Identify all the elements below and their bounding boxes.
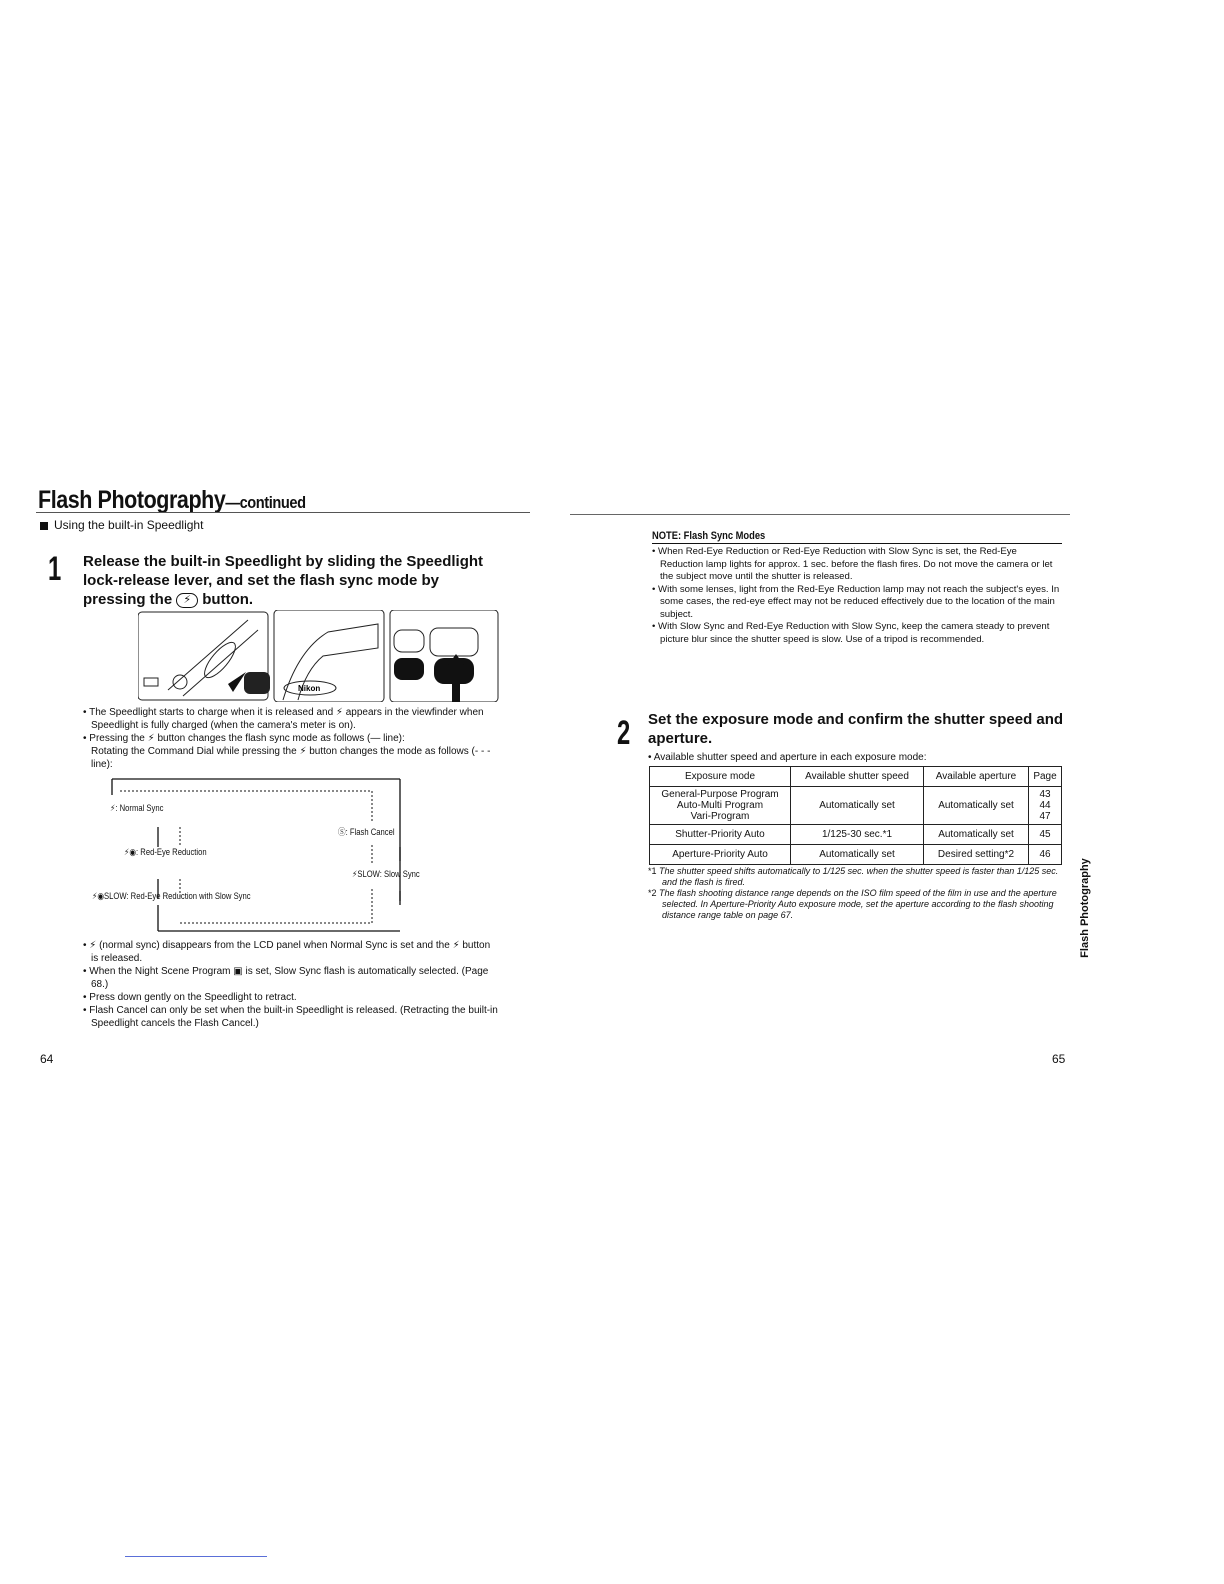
step1-text-b: button. (202, 591, 254, 608)
list-item: • When the Night Scene Program ▣ is set, Slow Sync flash is automatically selected. (Page 68.) (83, 966, 489, 990)
list-item: • With some lenses, light from the Red-Eye Reduction lamp may not reach the subject's eyes. In some cases, the red-eye effect may not be reduced effectively due to the location of the main subject. (652, 583, 1060, 620)
table-cell: 45 (1029, 825, 1062, 845)
column-header: Available shutter speed (791, 767, 924, 787)
page-title (38, 486, 306, 515)
footnotes (648, 866, 1068, 921)
step2-instruction: Set the exposure mode and confirm the shutter speed and aperture. (648, 711, 1064, 747)
table-row (650, 787, 1062, 825)
section-side-tab (1060, 860, 1094, 960)
bottom-rule (125, 1556, 267, 1557)
step2-subtext: • Available shutter speed and aperture in each exposure mode: (648, 752, 927, 763)
step2-number: 2 (617, 714, 631, 752)
table-row (650, 845, 1062, 865)
table-cell: 1/125-30 sec.*1 (791, 825, 924, 845)
sync-notes (83, 939, 498, 1030)
column-header: Page (1029, 767, 1062, 787)
step1-instruction (83, 552, 503, 609)
page-number-left: 64 (40, 1052, 54, 1066)
camera-illustration (138, 610, 500, 702)
page-number-right: 65 (1052, 1052, 1066, 1066)
slow-sync-label: ⚡SLOW: Slow Sync (352, 869, 420, 879)
table-cell: Shutter-Priority Auto (650, 825, 791, 845)
list-item: Rotating the Command Dial while pressing the ⚡ button changes the mode as follows (- - - line): (91, 746, 491, 770)
side-tab-label: Flash Photography (1078, 858, 1091, 958)
title-suffix: —continued (225, 493, 306, 512)
section-subheading (40, 518, 203, 532)
list-item: • Press down gently on the Speedlight to retract. (83, 992, 297, 1003)
table-cell: 46 (1029, 845, 1062, 865)
step1-number: 1 (48, 550, 62, 588)
table-cell: Automatically set (924, 787, 1029, 825)
list-item: • ⚡ (normal sync) disappears from the LCD panel when Normal Sync is set and the ⚡ button is released. (83, 940, 491, 964)
table-cell: Desired setting*2 (924, 845, 1029, 865)
list-item: • Flash Cancel can only be set when the built-in Speedlight is released. (Retracting the built-in Speedlight cancels the Flash Cancel.) (83, 1005, 498, 1029)
title-main: Flash Photography (38, 486, 226, 514)
flash-cancel-label: Ⓢ: Flash Cancel (338, 827, 395, 837)
flash-sync-cycle-diagram (90, 775, 430, 935)
note-title: NOTE: Flash Sync Modes (652, 530, 1062, 544)
normal-sync-label: ⚡: Normal Sync (110, 803, 164, 813)
list-item: • Pressing the ⚡ button changes the flash sync mode as follows (— line): (83, 733, 405, 744)
note-box (652, 530, 1062, 646)
footnote: *2 The flash shooting distance range depends on the ISO film speed of the film in use and the aperture selected. In Aperture-Priority Auto exposure mode, set the aperture according to the flash shooting distance range table on page 67. (648, 888, 1057, 920)
list-item: • With Slow Sync and Red-Eye Reduction with Slow Sync, keep the camera steady to prevent picture blur since the shutter speed is slow. Use of a tripod is recommended. (652, 621, 1050, 645)
flash-button-icon: ⚡ (176, 593, 198, 608)
title-rule (36, 512, 530, 513)
right-top-rule (570, 514, 1070, 515)
column-header: Available aperture (924, 767, 1029, 787)
square-bullet-icon (40, 522, 48, 530)
exposure-mode-table (649, 766, 1062, 865)
table-cell: Automatically set (924, 825, 1029, 845)
table-cell: General-Purpose Program Auto-Multi Program Vari-Program (650, 787, 791, 825)
step1-text-a: Release the built-in Speedlight by sliding the Speedlight lock-release lever, and set the flash sync mode by pressing the (83, 553, 484, 608)
table-cell: Automatically set (791, 787, 924, 825)
speedlight-notes (83, 706, 493, 771)
table-cell: 43 44 47 (1029, 787, 1062, 825)
table-cell: Automatically set (791, 845, 924, 865)
footnote: *1 The shutter speed shifts automatically to 1/125 sec. when the shutter speed is faster than 1/125 sec. and the flash is fired. (648, 866, 1059, 887)
red-eye-label: ⚡◉: Red-Eye Reduction (124, 847, 207, 857)
note-list (652, 546, 1062, 646)
list-item: • When Red-Eye Reduction or Red-Eye Reduction with Slow Sync is set, the Red-Eye Reduction lamp lights for approx. 1 sec. before the flash fires. Do not move the camera or let the subject move until the shutter is released. (652, 546, 1053, 582)
table-header-row (650, 767, 1062, 787)
table-row (650, 825, 1062, 845)
red-eye-slow-label: ⚡◉SLOW: Red-Eye Reduction with Slow Sync (92, 891, 251, 901)
column-header: Exposure mode (650, 767, 791, 787)
subheading-text: Using the built-in Speedlight (54, 518, 204, 532)
nikon-logo: Nikon (298, 684, 321, 693)
table-cell: Aperture-Priority Auto (650, 845, 791, 865)
list-item: • The Speedlight starts to charge when it is released and ⚡ appears in the viewfinder when Speedlight is fully charged (when the camera's meter is on). (83, 707, 484, 731)
